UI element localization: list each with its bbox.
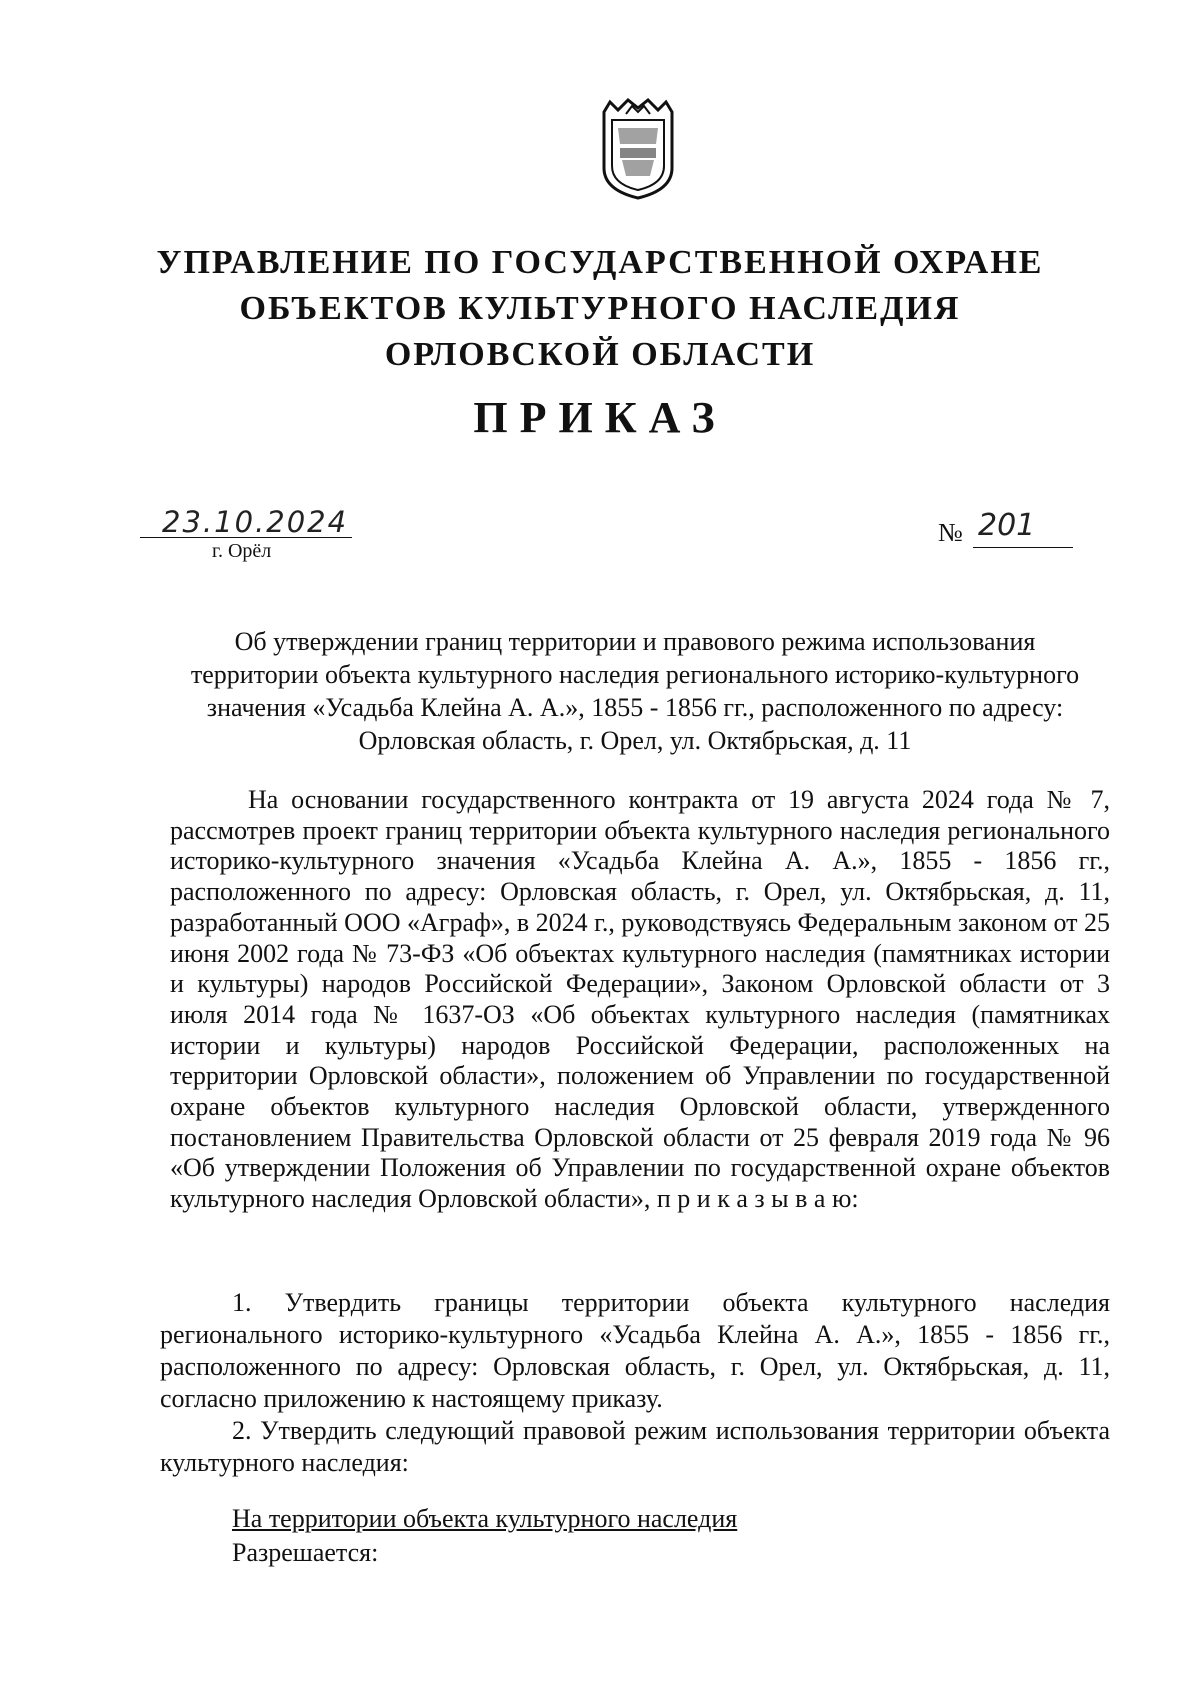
subject-line-2: территории объекта культурного наследия регионального историко-культурного	[190, 660, 1080, 689]
order-item-1: 1. Утвердить границы территории объекта культурного наследия регионального историко-культурного «Усадьба Клейна А. А.», 1855 - 1856 гг., расположенного по адресу: Орловская область, г. Орел, ул. Октябрьская, д. 11, согласно приложению к настоящему приказу.	[160, 1288, 1110, 1413]
org-line-2: ОБЪЕКТОВ КУЛЬТУРНОГО НАСЛЕДИЯ	[239, 290, 961, 327]
org-line-3: ОРЛОВСКОЙ ОБЛАСТИ	[384, 336, 816, 373]
subject-line-3: значения «Усадьба Клейна А. А.», 1855 - 1856 гг., расположенного по адресу:	[206, 693, 1064, 722]
allowed-label: Разрешается:	[232, 1538, 379, 1567]
city-label: г. Орёл	[212, 540, 272, 562]
date-underline	[140, 537, 352, 538]
number-underline	[973, 547, 1073, 548]
subject-line-1: Об утверждении границ территории и правового режима использования	[234, 627, 1036, 656]
number-sign: №	[938, 518, 963, 547]
org-line-1: УПРАВЛЕНИЕ ПО ГОСУДАРСТВЕННОЙ ОХРАНЕ	[156, 244, 1044, 281]
document-type-title: ПРИКАЗ	[473, 393, 727, 442]
subject-line-4: Орловская область, г. Орел, ул. Октябрьская, д. 11	[358, 726, 912, 755]
organization-name	[130, 240, 1070, 378]
handwritten-date: 23.10.2024	[162, 505, 349, 539]
handwritten-number: 201	[978, 508, 1036, 543]
coat-of-arms-icon	[596, 98, 680, 200]
preamble-paragraph: На основании государственного контракта от 19 августа 2024 года № 7, рассмотрев проект границ территории объекта культурного наследия регионального историко-культурного значения «Усадьба Клейна А. А.», 1855 - 1856 гг., расположенного по адресу: Орловская область, г. Орел, ул. Октябрьская, д. 11, разработанный ООО «Аграф», в 2024 г., руководствуясь Федеральным законом от 25 июня 2002 года № 73-ФЗ «Об объектах культурного наследия (памятниках истории и культуры) народов Российской Федерации», Законом Орловской области от 3 июля 2014 года № 1637-ОЗ «Об объектах культурного наследия (памятниках истории и культуры) народов Российской Федерации, расположенных на территории Орловской области», положением об Управлении по государственной охране объектов культурного наследия Орловской области, утвержденного постановлением Правительства Орловской области от 25 февраля 2019 года № 96 «Об утверждении Положения об Управлении по государственной охране объектов культурного наследия Орловской области», п р и к а з ы в а ю:	[170, 785, 1110, 1214]
order-subject	[160, 625, 1110, 757]
order-item-2: 2. Утвердить следующий правовой режим использования территории объекта культурного наследия:	[160, 1416, 1110, 1477]
section-heading: На территории объекта культурного наследия	[232, 1504, 738, 1533]
